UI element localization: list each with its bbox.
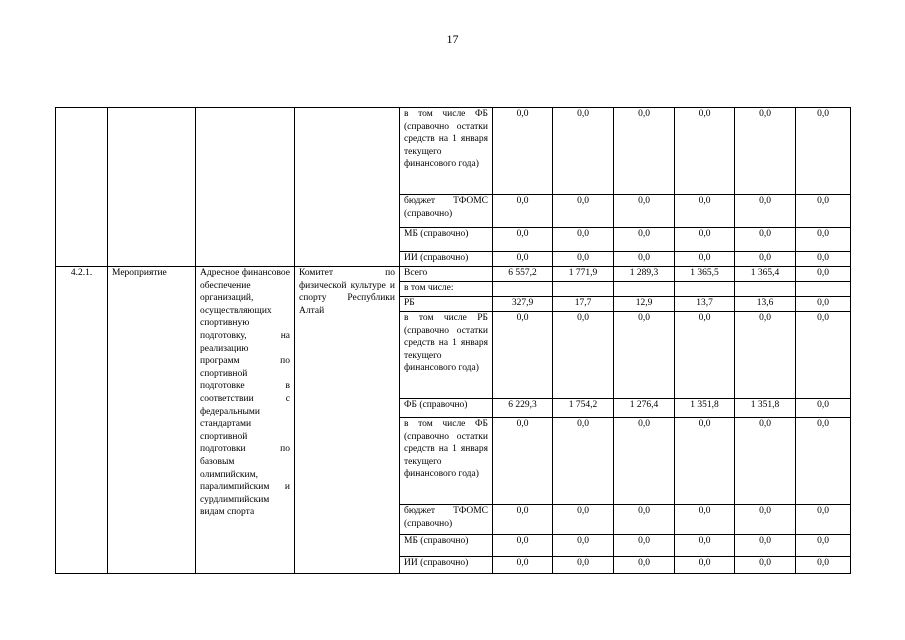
funding-source: МБ (справочно)	[400, 535, 493, 557]
measure-name: Адресное финансовое обеспечение организаций, осуществляющих спортивную подготовку, на реализацию программ по спортивной подготовке в соответствии с федеральными стандартами спортивной подготовки по базовым олимпийским, паралимпийским и сурдлимпийским видам спорта	[196, 267, 295, 574]
value-cell: 0,0	[735, 418, 796, 505]
value-cell: 0,0	[796, 418, 851, 505]
value-cell: 0,0	[735, 252, 796, 267]
value-cell: 13,7	[675, 297, 735, 312]
measure-type: Мероприятие	[108, 267, 196, 574]
funding-source: бюджет ТФОМС (справочно)	[400, 195, 493, 228]
funding-source: в том числе:	[400, 282, 493, 297]
value-cell: 0,0	[735, 505, 796, 535]
value-cell: 0,0	[675, 252, 735, 267]
value-cell: 0,0	[493, 228, 553, 252]
value-cell: 12,9	[614, 297, 675, 312]
value-cell: 0,0	[796, 557, 851, 574]
value-cell: 1 289,3	[614, 267, 675, 282]
value-cell: 0,0	[553, 557, 614, 574]
value-cell	[735, 282, 796, 297]
value-cell: 6 229,3	[493, 399, 553, 418]
value-cell: 0,0	[796, 297, 851, 312]
value-cell: 0,0	[614, 108, 675, 195]
value-cell	[796, 282, 851, 297]
funding-source: в том числе ФБ (справочно остатки средств на 1 января текущего финансового года)	[400, 108, 493, 195]
value-cell: 0,0	[493, 195, 553, 228]
budget-table	[55, 107, 851, 574]
value-cell: 1 771,9	[553, 267, 614, 282]
value-cell: 1 276,4	[614, 399, 675, 418]
value-cell: 0,0	[675, 505, 735, 535]
value-cell: 0,0	[735, 108, 796, 195]
value-cell: 0,0	[675, 195, 735, 228]
funding-source: в том числе ФБ (справочно остатки средств на 1 января текущего финансового года)	[400, 418, 493, 505]
value-cell: 0,0	[553, 312, 614, 399]
value-cell: 0,0	[735, 228, 796, 252]
value-cell: 0,0	[796, 252, 851, 267]
value-cell: 0,0	[614, 535, 675, 557]
value-cell: 0,0	[614, 195, 675, 228]
value-cell: 0,0	[796, 195, 851, 228]
value-cell: 0,0	[493, 557, 553, 574]
value-cell: 0,0	[796, 108, 851, 195]
funding-source: ФБ (справочно)	[400, 399, 493, 418]
value-cell: 0,0	[614, 312, 675, 399]
value-cell: 0,0	[796, 228, 851, 252]
value-cell: 0,0	[796, 312, 851, 399]
funding-source: ИИ (справочно)	[400, 557, 493, 574]
value-cell: 0,0	[735, 557, 796, 574]
table-row	[56, 108, 851, 195]
value-cell	[614, 282, 675, 297]
funding-source: Всего	[400, 267, 493, 282]
measure-executor: Комитет по физической культуре и спорту Республики Алтай	[295, 267, 400, 574]
value-cell: 0,0	[735, 535, 796, 557]
value-cell: 0,0	[553, 228, 614, 252]
value-cell: 0,0	[553, 418, 614, 505]
value-cell: 0,0	[614, 557, 675, 574]
value-cell: 0,0	[614, 228, 675, 252]
funding-source: бюджет ТФОМС (справочно)	[400, 505, 493, 535]
value-cell: 0,0	[493, 505, 553, 535]
value-cell: 17,7	[553, 297, 614, 312]
value-cell: 1 365,5	[675, 267, 735, 282]
value-cell: 0,0	[493, 535, 553, 557]
funding-source: РБ	[400, 297, 493, 312]
value-cell: 0,0	[675, 535, 735, 557]
value-cell: 0,0	[675, 228, 735, 252]
value-cell	[675, 282, 735, 297]
code-cell-empty	[56, 108, 108, 267]
value-cell: 0,0	[675, 312, 735, 399]
value-cell: 0,0	[493, 108, 553, 195]
value-cell: 1 754,2	[553, 399, 614, 418]
value-cell: 0,0	[675, 557, 735, 574]
value-cell: 327,9	[493, 297, 553, 312]
value-cell: 0,0	[614, 505, 675, 535]
measure-code: 4.2.1.	[56, 267, 108, 574]
value-cell: 0,0	[553, 505, 614, 535]
value-cell: 0,0	[796, 535, 851, 557]
value-cell: 0,0	[796, 399, 851, 418]
value-cell: 0,0	[735, 312, 796, 399]
value-cell: 1 351,8	[675, 399, 735, 418]
value-cell: 0,0	[796, 505, 851, 535]
value-cell: 0,0	[553, 252, 614, 267]
value-cell: 0,0	[493, 312, 553, 399]
value-cell: 0,0	[553, 108, 614, 195]
value-cell: 0,0	[614, 418, 675, 505]
funding-source: ИИ (справочно)	[400, 252, 493, 267]
value-cell: 0,0	[553, 535, 614, 557]
page-number: 17	[446, 32, 459, 46]
name-cell-empty	[196, 108, 295, 267]
value-cell: 0,0	[493, 252, 553, 267]
value-cell: 13,6	[735, 297, 796, 312]
executor-cell-empty	[295, 108, 400, 267]
value-cell: 0,0	[553, 195, 614, 228]
table-row	[56, 267, 851, 282]
value-cell: 0,0	[735, 195, 796, 228]
value-cell: 0,0	[675, 108, 735, 195]
value-cell: 0,0	[614, 252, 675, 267]
value-cell	[493, 282, 553, 297]
value-cell: 1 351,8	[735, 399, 796, 418]
value-cell: 6 557,2	[493, 267, 553, 282]
type-cell-empty	[108, 108, 196, 267]
value-cell: 0,0	[796, 267, 851, 282]
value-cell: 1 365,4	[735, 267, 796, 282]
funding-source: в том числе РБ (справочно остатки средств на 1 января текущего финансового года)	[400, 312, 493, 399]
value-cell: 0,0	[493, 418, 553, 505]
value-cell: 0,0	[675, 418, 735, 505]
value-cell	[553, 282, 614, 297]
funding-source: МБ (справочно)	[400, 228, 493, 252]
